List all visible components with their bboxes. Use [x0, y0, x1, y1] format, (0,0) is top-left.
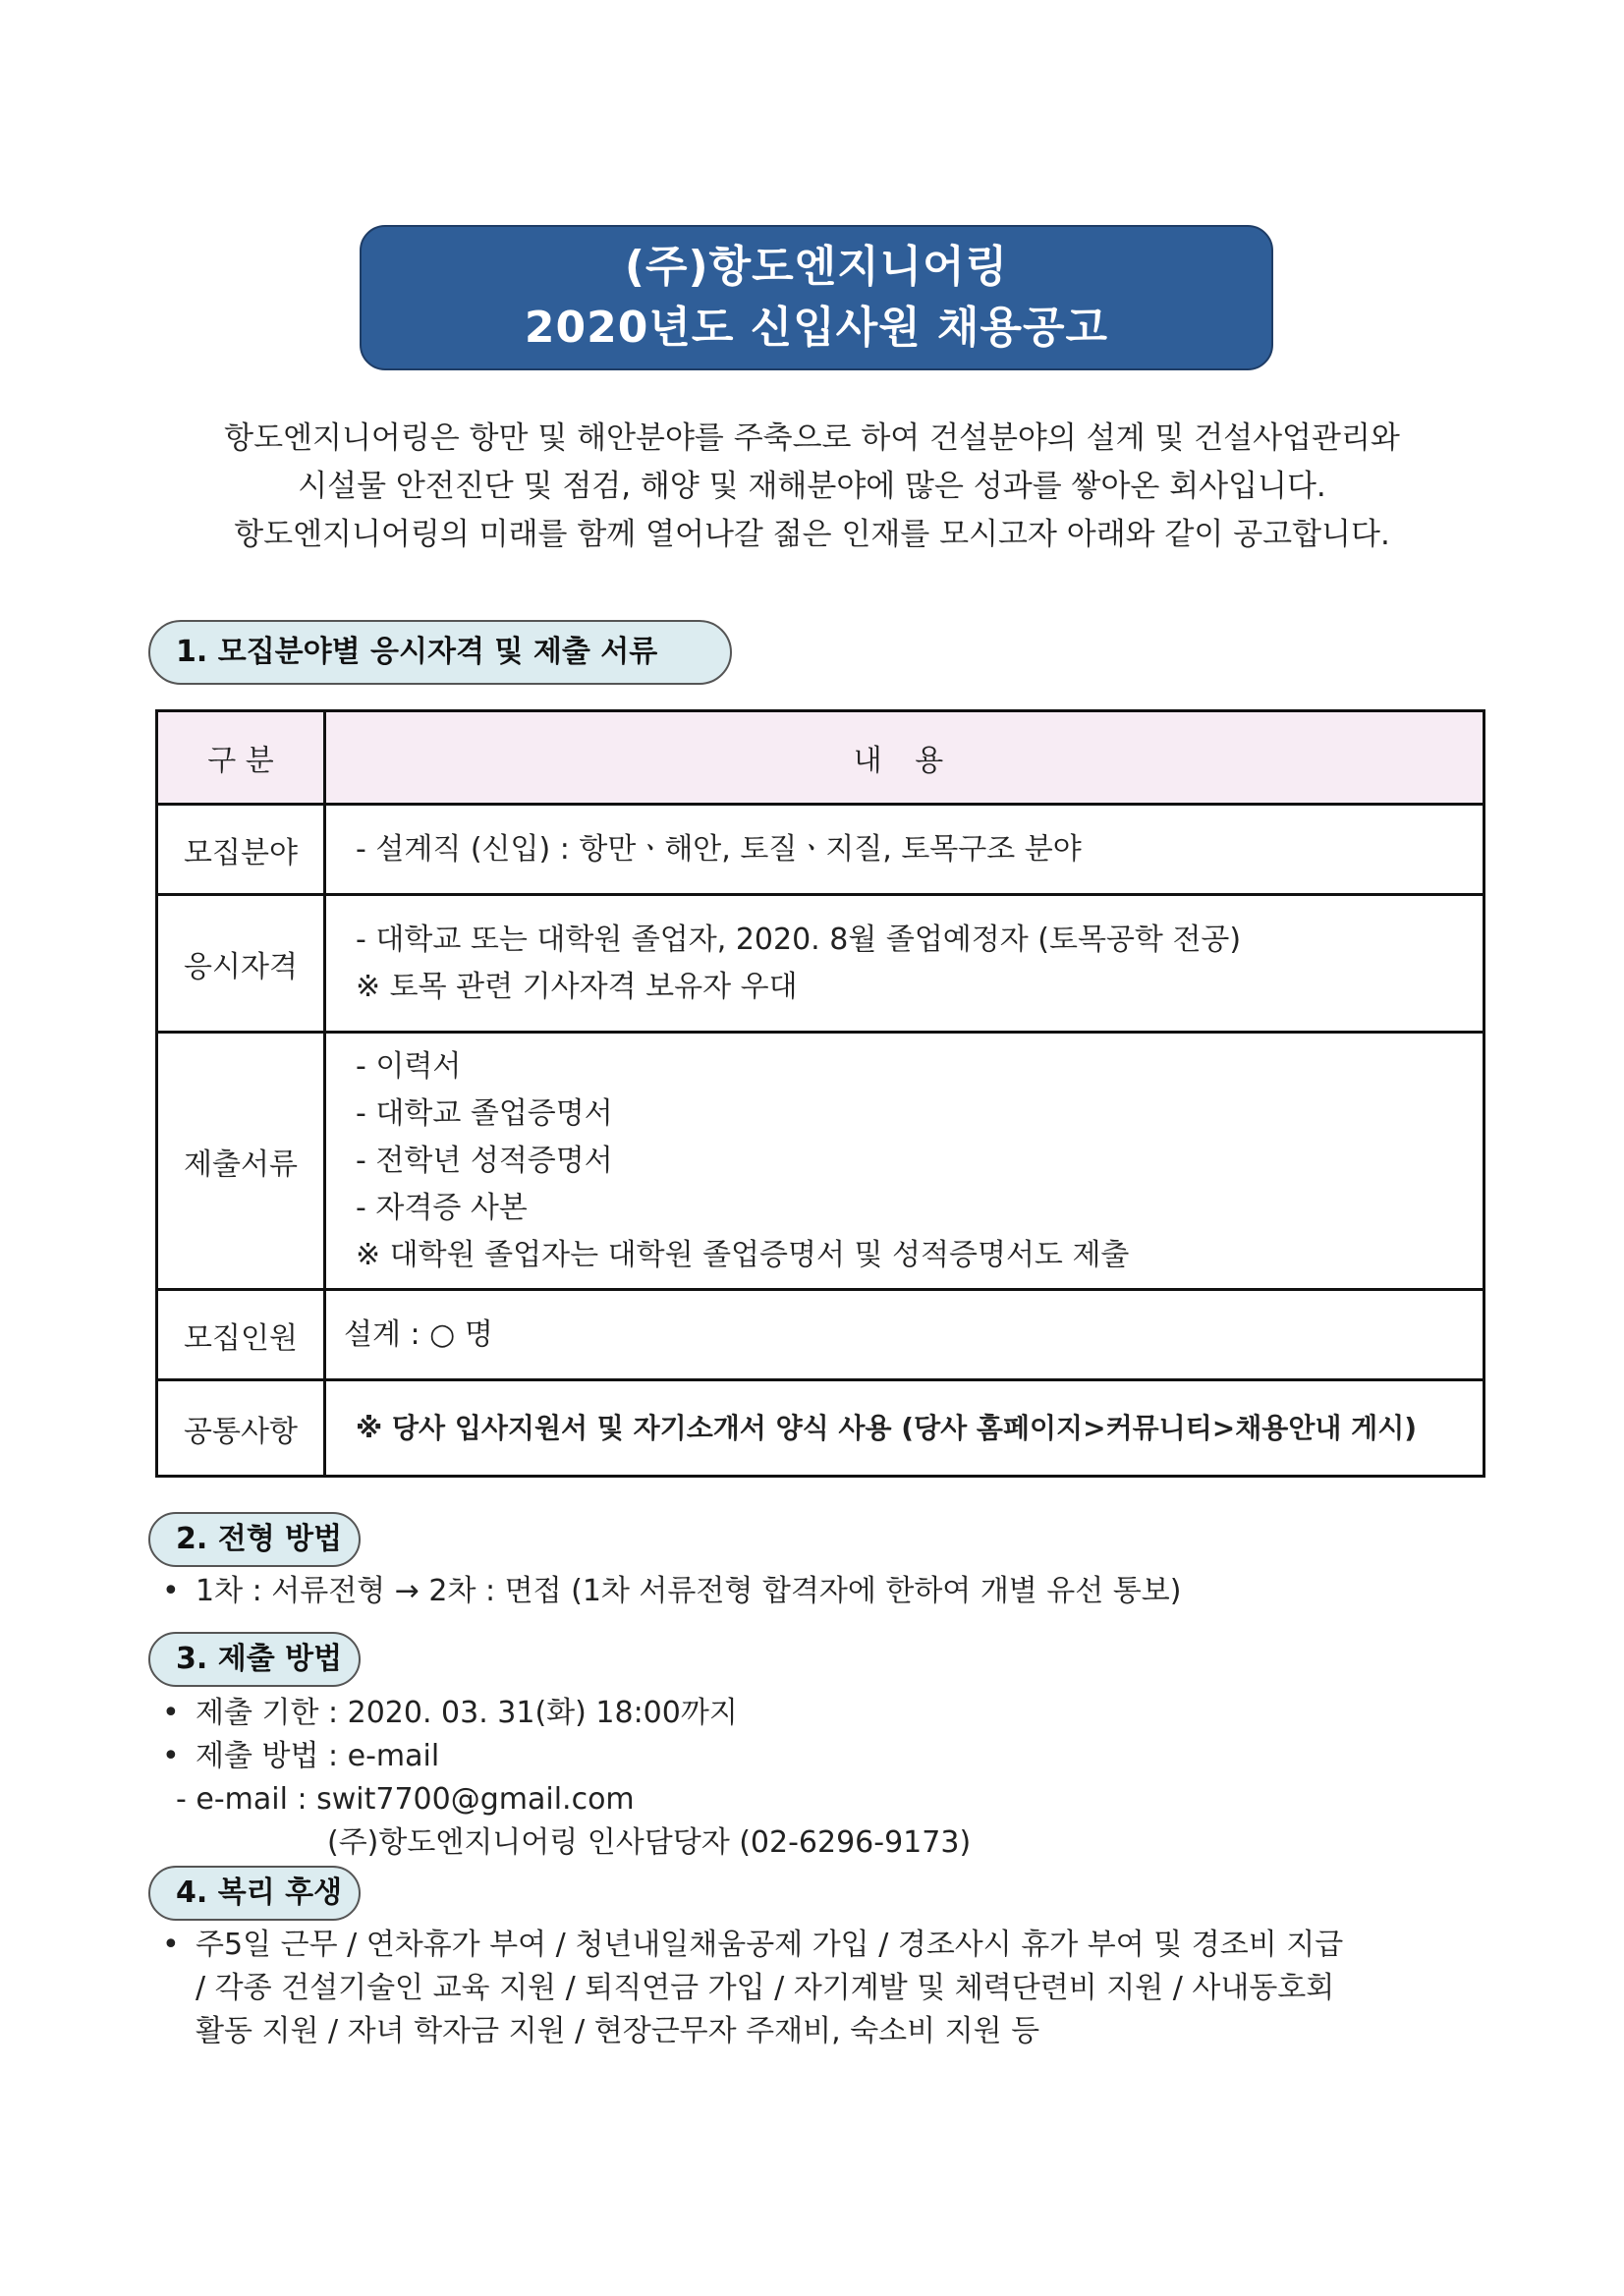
company-name: (주)항도엔지니어링 — [624, 242, 1009, 292]
requirements-table — [155, 709, 1485, 1478]
row-line: - 전학년 성적증명서 — [356, 1143, 613, 1178]
row-label: 모집분야 — [157, 805, 325, 895]
table-row — [157, 895, 1484, 1033]
row-label: 제출서류 — [157, 1033, 325, 1290]
section-4-list — [162, 1924, 1498, 2053]
row-label: 응시자격 — [157, 895, 325, 1033]
row-content — [325, 895, 1484, 1033]
intro-line: 항도엔지니어링은 항만 및 해안분야를 주축으로 하여 건설분야의 설계 및 건설사업관리와 — [224, 420, 1400, 456]
row-line: - 대학교 졸업증명서 — [356, 1095, 613, 1131]
bullet-icon: • — [162, 1928, 180, 1962]
title-banner — [360, 225, 1273, 370]
section-1-heading: 1. 모집분야별 응시자격 및 제출 서류 — [148, 620, 732, 685]
row-label: 공통사항 — [157, 1380, 325, 1477]
section-4-heading: 4. 복리 후생 — [148, 1866, 361, 1921]
contact-line: (주)항도엔지니어링 인사담당자 (02-6296-9173) — [327, 1825, 972, 1860]
header-content: 내 용 — [325, 711, 1484, 805]
section-2-heading: 2. 전형 방법 — [148, 1512, 361, 1567]
list-item: • 주5일 근무 / 연차휴가 부여 / 청년내일채움공제 가입 / 경조사시 휴가 부여 및 경조비 지급 — [162, 1924, 1498, 1967]
list-item: • 1차 : 서류전형 → 2차 : 면접 (1차 서류전형 합격자에 한하여 개별 유선 통보) — [162, 1570, 1181, 1613]
list-item: • 제출 기한 : 2020. 03. 31(화) 18:00까지 — [162, 1692, 971, 1735]
row-content — [325, 1380, 1484, 1477]
email-line: - e-mail : swit7700@gmail.com — [176, 1782, 635, 1817]
table-row — [157, 805, 1484, 895]
row-line: - 자격증 사본 — [356, 1190, 528, 1225]
row-content — [325, 805, 1484, 895]
row-line: ※ 당사 입사지원서 및 자기소개서 양식 사용 (당사 홈페이지>커뮤니티>채용안내 게시) — [356, 1411, 1418, 1444]
table-row — [157, 1033, 1484, 1290]
row-content — [325, 1290, 1484, 1380]
row-line: - 설계직 (신입) : 항만ㆍ해안, 토질ㆍ지질, 토목구조 분야 — [356, 831, 1082, 867]
intro-line: 항도엔지니어링의 미래를 함께 열어나갈 젊은 인재를 모시고자 아래와 같이 공고합니다. — [234, 517, 1390, 552]
notice-title: 2020년도 신입사원 채용공고 — [524, 303, 1109, 353]
bullet-icon: • — [162, 1739, 180, 1773]
list-item-continued: 활동 지원 / 자녀 학자금 지원 / 현장근무자 주재비, 숙소비 지원 등 — [196, 2014, 1040, 2048]
row-line: 설계 : ○ 명 — [344, 1316, 493, 1352]
row-line: - 대학교 또는 대학원 졸업자, 2020. 8월 졸업예정자 (토목공학 전공) — [356, 922, 1242, 957]
header-category: 구 분 — [157, 711, 325, 805]
row-content — [325, 1033, 1484, 1290]
table-header-row — [157, 711, 1484, 805]
section-2-list — [162, 1570, 1181, 1613]
row-line: - 이력서 — [356, 1048, 462, 1084]
bullet-icon: • — [162, 1696, 180, 1730]
list-item: • 제출 방법 : e-mail — [162, 1735, 971, 1778]
row-line: ※ 토목 관련 기사자격 보유자 우대 — [356, 969, 798, 1004]
table-row — [157, 1380, 1484, 1477]
bullet-icon: • — [162, 1574, 180, 1608]
table-row — [157, 1290, 1484, 1380]
row-label: 모집인원 — [157, 1290, 325, 1380]
intro-line: 시설물 안전진단 및 점검, 해양 및 재해분야에 많은 성과를 쌓아온 회사입니다. — [298, 469, 1326, 504]
section-3-list — [162, 1692, 971, 1865]
list-item-continued: / 각종 건설기술인 교육 지원 / 퇴직연금 가입 / 자기계발 및 체력단련비 지원 / 사내동호회 — [196, 1971, 1335, 2005]
section-3-heading: 3. 제출 방법 — [148, 1632, 361, 1687]
intro-paragraph — [157, 415, 1467, 559]
row-line: ※ 대학원 졸업자는 대학원 졸업증명서 및 성적증명서도 제출 — [356, 1237, 1130, 1272]
